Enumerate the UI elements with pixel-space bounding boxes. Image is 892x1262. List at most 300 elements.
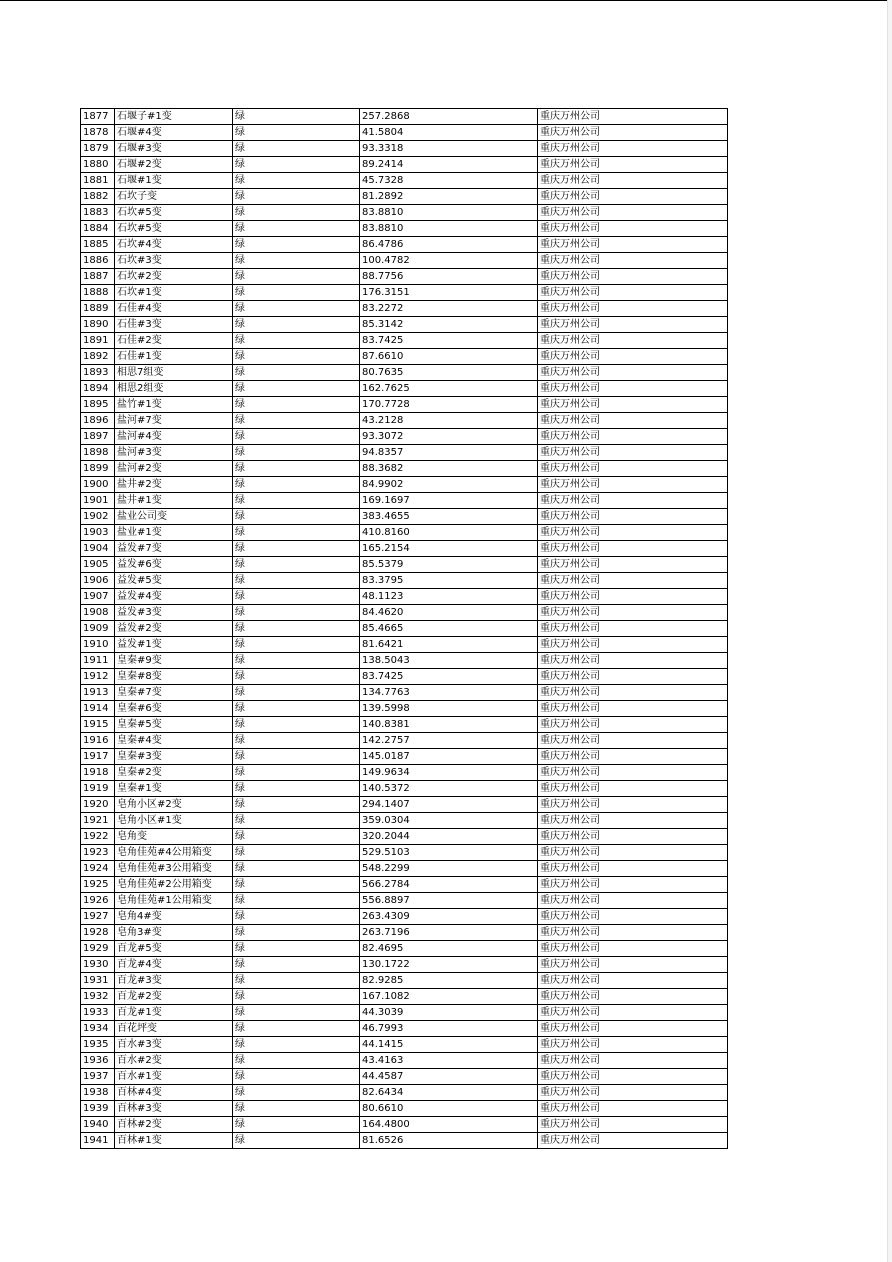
transformer-name-cell: 益发#1变	[115, 637, 233, 653]
transformer-name-cell: 石佳#1变	[115, 349, 233, 365]
transformer-name-cell: 石坎#5变	[115, 205, 233, 221]
company-cell: 重庆万州公司	[538, 589, 728, 605]
transformer-name-cell: 皂角3#变	[115, 925, 233, 941]
value-cell: 556.8897	[360, 893, 538, 909]
transformer-name-cell: 百龙#5变	[115, 941, 233, 957]
company-cell: 重庆万州公司	[538, 301, 728, 317]
transformer-name-cell: 盐河#3变	[115, 445, 233, 461]
row-index-cell: 1932	[81, 989, 115, 1005]
transformer-name-cell: 石佳#3变	[115, 317, 233, 333]
transformer-name-cell: 皂角佳苑#2公用箱变	[115, 877, 233, 893]
company-cell: 重庆万州公司	[538, 1101, 728, 1117]
transformer-name-cell: 益发#6变	[115, 557, 233, 573]
row-index-cell: 1909	[81, 621, 115, 637]
company-cell: 重庆万州公司	[538, 445, 728, 461]
transformer-name-cell: 石佳#2变	[115, 333, 233, 349]
table-row	[81, 1101, 728, 1117]
table-row	[81, 381, 728, 397]
status-cell: 绿	[233, 877, 360, 893]
row-index-cell: 1877	[81, 109, 115, 125]
row-index-cell: 1911	[81, 653, 115, 669]
transformer-name-cell: 皇秦#4变	[115, 733, 233, 749]
company-cell: 重庆万州公司	[538, 893, 728, 909]
status-cell: 绿	[233, 1005, 360, 1021]
value-cell: 359.0304	[360, 813, 538, 829]
transformer-name-cell: 皇秦#9变	[115, 653, 233, 669]
transformer-name-cell: 皂角小区#2变	[115, 797, 233, 813]
company-cell: 重庆万州公司	[538, 765, 728, 781]
row-index-cell: 1935	[81, 1037, 115, 1053]
table-row	[81, 125, 728, 141]
value-cell: 88.3682	[360, 461, 538, 477]
transformer-name-cell: 百水#2变	[115, 1053, 233, 1069]
table-row	[81, 1005, 728, 1021]
row-index-cell: 1940	[81, 1117, 115, 1133]
row-index-cell: 1895	[81, 397, 115, 413]
transformer-name-cell: 皇秦#1变	[115, 781, 233, 797]
row-index-cell: 1890	[81, 317, 115, 333]
transformer-name-cell: 石坎#3变	[115, 253, 233, 269]
transformer-name-cell: 盐竹#1变	[115, 397, 233, 413]
status-cell: 绿	[233, 829, 360, 845]
transformer-name-cell: 盐业公司变	[115, 509, 233, 525]
table-row	[81, 237, 728, 253]
table-row	[81, 733, 728, 749]
table-row	[81, 989, 728, 1005]
status-cell: 绿	[233, 557, 360, 573]
transformer-name-cell: 百龙#1变	[115, 1005, 233, 1021]
row-index-cell: 1901	[81, 493, 115, 509]
transformer-name-cell: 百水#3变	[115, 1037, 233, 1053]
transformer-name-cell: 石堰#3变	[115, 141, 233, 157]
status-cell: 绿	[233, 669, 360, 685]
row-index-cell: 1891	[81, 333, 115, 349]
company-cell: 重庆万州公司	[538, 845, 728, 861]
value-cell: 41.5804	[360, 125, 538, 141]
status-cell: 绿	[233, 749, 360, 765]
company-cell: 重庆万州公司	[538, 477, 728, 493]
company-cell: 重庆万州公司	[538, 317, 728, 333]
row-index-cell: 1907	[81, 589, 115, 605]
value-cell: 100.4782	[360, 253, 538, 269]
company-cell: 重庆万州公司	[538, 797, 728, 813]
transformer-name-cell: 石堰子#1变	[115, 109, 233, 125]
company-cell: 重庆万州公司	[538, 781, 728, 797]
status-cell: 绿	[233, 301, 360, 317]
status-cell: 绿	[233, 1117, 360, 1133]
status-cell: 绿	[233, 269, 360, 285]
value-cell: 142.2757	[360, 733, 538, 749]
value-cell: 81.6526	[360, 1133, 538, 1149]
value-cell: 44.1415	[360, 1037, 538, 1053]
status-cell: 绿	[233, 1133, 360, 1149]
status-cell: 绿	[233, 941, 360, 957]
table-row	[81, 301, 728, 317]
company-cell: 重庆万州公司	[538, 509, 728, 525]
value-cell: 320.2044	[360, 829, 538, 845]
company-cell: 重庆万州公司	[538, 397, 728, 413]
value-cell: 93.3072	[360, 429, 538, 445]
row-index-cell: 1938	[81, 1085, 115, 1101]
transformer-name-cell: 相思7组变	[115, 365, 233, 381]
status-cell: 绿	[233, 845, 360, 861]
table-row	[81, 413, 728, 429]
transformer-name-cell: 皇秦#3变	[115, 749, 233, 765]
value-cell: 86.4786	[360, 237, 538, 253]
table-row	[81, 365, 728, 381]
status-cell: 绿	[233, 909, 360, 925]
status-cell: 绿	[233, 989, 360, 1005]
company-cell: 重庆万州公司	[538, 429, 728, 445]
table-row	[81, 285, 728, 301]
company-cell: 重庆万州公司	[538, 925, 728, 941]
row-index-cell: 1899	[81, 461, 115, 477]
status-cell: 绿	[233, 797, 360, 813]
row-index-cell: 1882	[81, 189, 115, 205]
status-cell: 绿	[233, 477, 360, 493]
value-cell: 94.8357	[360, 445, 538, 461]
value-cell: 162.7625	[360, 381, 538, 397]
status-cell: 绿	[233, 701, 360, 717]
table-row	[81, 941, 728, 957]
row-index-cell: 1887	[81, 269, 115, 285]
transformer-name-cell: 百花坪变	[115, 1021, 233, 1037]
row-index-cell: 1939	[81, 1101, 115, 1117]
transformer-name-cell: 盐业#1变	[115, 525, 233, 541]
company-cell: 重庆万州公司	[538, 541, 728, 557]
company-cell: 重庆万州公司	[538, 525, 728, 541]
company-cell: 重庆万州公司	[538, 461, 728, 477]
row-index-cell: 1928	[81, 925, 115, 941]
status-cell: 绿	[233, 461, 360, 477]
company-cell: 重庆万州公司	[538, 621, 728, 637]
company-cell: 重庆万州公司	[538, 1005, 728, 1021]
status-cell: 绿	[233, 221, 360, 237]
transformer-name-cell: 盐河#4变	[115, 429, 233, 445]
company-cell: 重庆万州公司	[538, 717, 728, 733]
status-cell: 绿	[233, 653, 360, 669]
value-cell: 169.1697	[360, 493, 538, 509]
table-row	[81, 749, 728, 765]
transformer-name-cell: 皇秦#8变	[115, 669, 233, 685]
table-row	[81, 205, 728, 221]
status-cell: 绿	[233, 621, 360, 637]
table-row	[81, 1021, 728, 1037]
transformer-name-cell: 皂角佳苑#3公用箱变	[115, 861, 233, 877]
value-cell: 145.0187	[360, 749, 538, 765]
row-index-cell: 1930	[81, 957, 115, 973]
table-row	[81, 525, 728, 541]
status-cell: 绿	[233, 1037, 360, 1053]
table-row	[81, 1085, 728, 1101]
value-cell: 83.2272	[360, 301, 538, 317]
table-row	[81, 957, 728, 973]
transformer-name-cell: 皂角4#变	[115, 909, 233, 925]
row-index-cell: 1912	[81, 669, 115, 685]
status-cell: 绿	[233, 861, 360, 877]
table-row	[81, 141, 728, 157]
row-index-cell: 1921	[81, 813, 115, 829]
row-index-cell: 1914	[81, 701, 115, 717]
status-cell: 绿	[233, 157, 360, 173]
company-cell: 重庆万州公司	[538, 1117, 728, 1133]
status-cell: 绿	[233, 381, 360, 397]
company-cell: 重庆万州公司	[538, 669, 728, 685]
row-index-cell: 1906	[81, 573, 115, 589]
table-row	[81, 157, 728, 173]
company-cell: 重庆万州公司	[538, 269, 728, 285]
status-cell: 绿	[233, 349, 360, 365]
row-index-cell: 1905	[81, 557, 115, 573]
transformer-name-cell: 石堰#4变	[115, 125, 233, 141]
row-index-cell: 1936	[81, 1053, 115, 1069]
row-index-cell: 1904	[81, 541, 115, 557]
value-cell: 85.3142	[360, 317, 538, 333]
status-cell: 绿	[233, 317, 360, 333]
table-row	[81, 973, 728, 989]
row-index-cell: 1922	[81, 829, 115, 845]
value-cell: 83.7425	[360, 669, 538, 685]
status-cell: 绿	[233, 125, 360, 141]
table-row	[81, 925, 728, 941]
table-row	[81, 845, 728, 861]
transformer-name-cell: 石坎#1变	[115, 285, 233, 301]
company-cell: 重庆万州公司	[538, 285, 728, 301]
table-row	[81, 781, 728, 797]
table-row	[81, 461, 728, 477]
table-row	[81, 221, 728, 237]
transformer-name-cell: 益发#4变	[115, 589, 233, 605]
company-cell: 重庆万州公司	[538, 141, 728, 157]
row-index-cell: 1898	[81, 445, 115, 461]
row-index-cell: 1884	[81, 221, 115, 237]
transformer-name-cell: 皂角小区#1变	[115, 813, 233, 829]
table-body	[81, 109, 728, 1149]
table-row	[81, 621, 728, 637]
row-index-cell: 1931	[81, 973, 115, 989]
value-cell: 83.8810	[360, 205, 538, 221]
row-index-cell: 1894	[81, 381, 115, 397]
company-cell: 重庆万州公司	[538, 1021, 728, 1037]
value-cell: 140.5372	[360, 781, 538, 797]
row-index-cell: 1925	[81, 877, 115, 893]
value-cell: 88.7756	[360, 269, 538, 285]
value-cell: 83.3795	[360, 573, 538, 589]
status-cell: 绿	[233, 541, 360, 557]
transformer-name-cell: 皂角佳苑#1公用箱变	[115, 893, 233, 909]
table-row	[81, 493, 728, 509]
transformer-name-cell: 盐井#2变	[115, 477, 233, 493]
row-index-cell: 1908	[81, 605, 115, 621]
table-row	[81, 829, 728, 845]
table-row	[81, 429, 728, 445]
company-cell: 重庆万州公司	[538, 1133, 728, 1149]
transformer-name-cell: 百林#1变	[115, 1133, 233, 1149]
row-index-cell: 1896	[81, 413, 115, 429]
transformer-name-cell: 皂角变	[115, 829, 233, 845]
status-cell: 绿	[233, 333, 360, 349]
value-cell: 84.9902	[360, 477, 538, 493]
company-cell: 重庆万州公司	[538, 973, 728, 989]
table-row	[81, 189, 728, 205]
row-index-cell: 1933	[81, 1005, 115, 1021]
row-index-cell: 1919	[81, 781, 115, 797]
company-cell: 重庆万州公司	[538, 941, 728, 957]
status-cell: 绿	[233, 957, 360, 973]
table-row	[81, 765, 728, 781]
row-index-cell: 1881	[81, 173, 115, 189]
value-cell: 134.7763	[360, 685, 538, 701]
status-cell: 绿	[233, 253, 360, 269]
value-cell: 87.6610	[360, 349, 538, 365]
table-row	[81, 701, 728, 717]
status-cell: 绿	[233, 637, 360, 653]
status-cell: 绿	[233, 141, 360, 157]
row-index-cell: 1916	[81, 733, 115, 749]
company-cell: 重庆万州公司	[538, 829, 728, 845]
transformer-name-cell: 益发#3变	[115, 605, 233, 621]
transformer-name-cell: 石堰#1变	[115, 173, 233, 189]
status-cell: 绿	[233, 173, 360, 189]
row-index-cell: 1926	[81, 893, 115, 909]
row-index-cell: 1910	[81, 637, 115, 653]
row-index-cell: 1924	[81, 861, 115, 877]
transformer-name-cell: 石坎#2变	[115, 269, 233, 285]
value-cell: 410.8160	[360, 525, 538, 541]
table-row	[81, 445, 728, 461]
company-cell: 重庆万州公司	[538, 701, 728, 717]
table-row	[81, 173, 728, 189]
value-cell: 529.5103	[360, 845, 538, 861]
transformer-name-cell: 皇秦#6变	[115, 701, 233, 717]
value-cell: 257.2868	[360, 109, 538, 125]
status-cell: 绿	[233, 733, 360, 749]
value-cell: 80.6610	[360, 1101, 538, 1117]
value-cell: 48.1123	[360, 589, 538, 605]
company-cell: 重庆万州公司	[538, 733, 728, 749]
value-cell: 164.4800	[360, 1117, 538, 1133]
transformer-name-cell: 石坎#5变	[115, 221, 233, 237]
value-cell: 83.8810	[360, 221, 538, 237]
transformer-name-cell: 百林#4变	[115, 1085, 233, 1101]
table-row	[81, 861, 728, 877]
table-row	[81, 1053, 728, 1069]
status-cell: 绿	[233, 285, 360, 301]
value-cell: 167.1082	[360, 989, 538, 1005]
transformer-name-cell: 百林#2变	[115, 1117, 233, 1133]
transformer-name-cell: 盐河#2变	[115, 461, 233, 477]
row-index-cell: 1915	[81, 717, 115, 733]
row-index-cell: 1885	[81, 237, 115, 253]
value-cell: 81.2892	[360, 189, 538, 205]
value-cell: 80.7635	[360, 365, 538, 381]
company-cell: 重庆万州公司	[538, 157, 728, 173]
table-row	[81, 541, 728, 557]
row-index-cell: 1878	[81, 125, 115, 141]
value-cell: 46.7993	[360, 1021, 538, 1037]
status-cell: 绿	[233, 509, 360, 525]
company-cell: 重庆万州公司	[538, 957, 728, 973]
value-cell: 263.4309	[360, 909, 538, 925]
status-cell: 绿	[233, 1085, 360, 1101]
row-index-cell: 1886	[81, 253, 115, 269]
table-row	[81, 253, 728, 269]
page-right-edge	[887, 0, 892, 1262]
status-cell: 绿	[233, 1021, 360, 1037]
company-cell: 重庆万州公司	[538, 1069, 728, 1085]
status-cell: 绿	[233, 493, 360, 509]
value-cell: 294.1407	[360, 797, 538, 813]
status-cell: 绿	[233, 893, 360, 909]
row-index-cell: 1888	[81, 285, 115, 301]
transformer-name-cell: 百龙#2变	[115, 989, 233, 1005]
value-cell: 85.5379	[360, 557, 538, 573]
status-cell: 绿	[233, 573, 360, 589]
company-cell: 重庆万州公司	[538, 749, 728, 765]
status-cell: 绿	[233, 365, 360, 381]
company-cell: 重庆万州公司	[538, 365, 728, 381]
table-row	[81, 573, 728, 589]
row-index-cell: 1902	[81, 509, 115, 525]
row-index-cell: 1879	[81, 141, 115, 157]
row-index-cell: 1927	[81, 909, 115, 925]
value-cell: 263.7196	[360, 925, 538, 941]
value-cell: 139.5998	[360, 701, 538, 717]
status-cell: 绿	[233, 589, 360, 605]
table-row	[81, 349, 728, 365]
transformer-name-cell: 百林#3变	[115, 1101, 233, 1117]
company-cell: 重庆万州公司	[538, 205, 728, 221]
table-row	[81, 589, 728, 605]
status-cell: 绿	[233, 237, 360, 253]
transformer-name-cell: 益发#5变	[115, 573, 233, 589]
table-row	[81, 893, 728, 909]
table-row	[81, 317, 728, 333]
row-index-cell: 1929	[81, 941, 115, 957]
table-row	[81, 1069, 728, 1085]
table-row	[81, 1037, 728, 1053]
row-index-cell: 1934	[81, 1021, 115, 1037]
company-cell: 重庆万州公司	[538, 605, 728, 621]
company-cell: 重庆万州公司	[538, 877, 728, 893]
status-cell: 绿	[233, 445, 360, 461]
value-cell: 43.2128	[360, 413, 538, 429]
table-row	[81, 1117, 728, 1133]
status-cell: 绿	[233, 717, 360, 733]
row-index-cell: 1903	[81, 525, 115, 541]
row-index-cell: 1883	[81, 205, 115, 221]
status-cell: 绿	[233, 685, 360, 701]
status-cell: 绿	[233, 1069, 360, 1085]
transformer-name-cell: 石佳#4变	[115, 301, 233, 317]
company-cell: 重庆万州公司	[538, 861, 728, 877]
status-cell: 绿	[233, 925, 360, 941]
status-cell: 绿	[233, 1053, 360, 1069]
value-cell: 93.3318	[360, 141, 538, 157]
company-cell: 重庆万州公司	[538, 653, 728, 669]
company-cell: 重庆万州公司	[538, 333, 728, 349]
transformer-name-cell: 皇秦#5变	[115, 717, 233, 733]
company-cell: 重庆万州公司	[538, 1085, 728, 1101]
table-row	[81, 669, 728, 685]
table-row	[81, 1133, 728, 1149]
value-cell: 548.2299	[360, 861, 538, 877]
transformer-name-cell: 相思2组变	[115, 381, 233, 397]
value-cell: 176.3151	[360, 285, 538, 301]
data-table	[80, 108, 728, 1149]
value-cell: 383.4655	[360, 509, 538, 525]
transformer-name-cell: 皂角佳苑#4公用箱变	[115, 845, 233, 861]
